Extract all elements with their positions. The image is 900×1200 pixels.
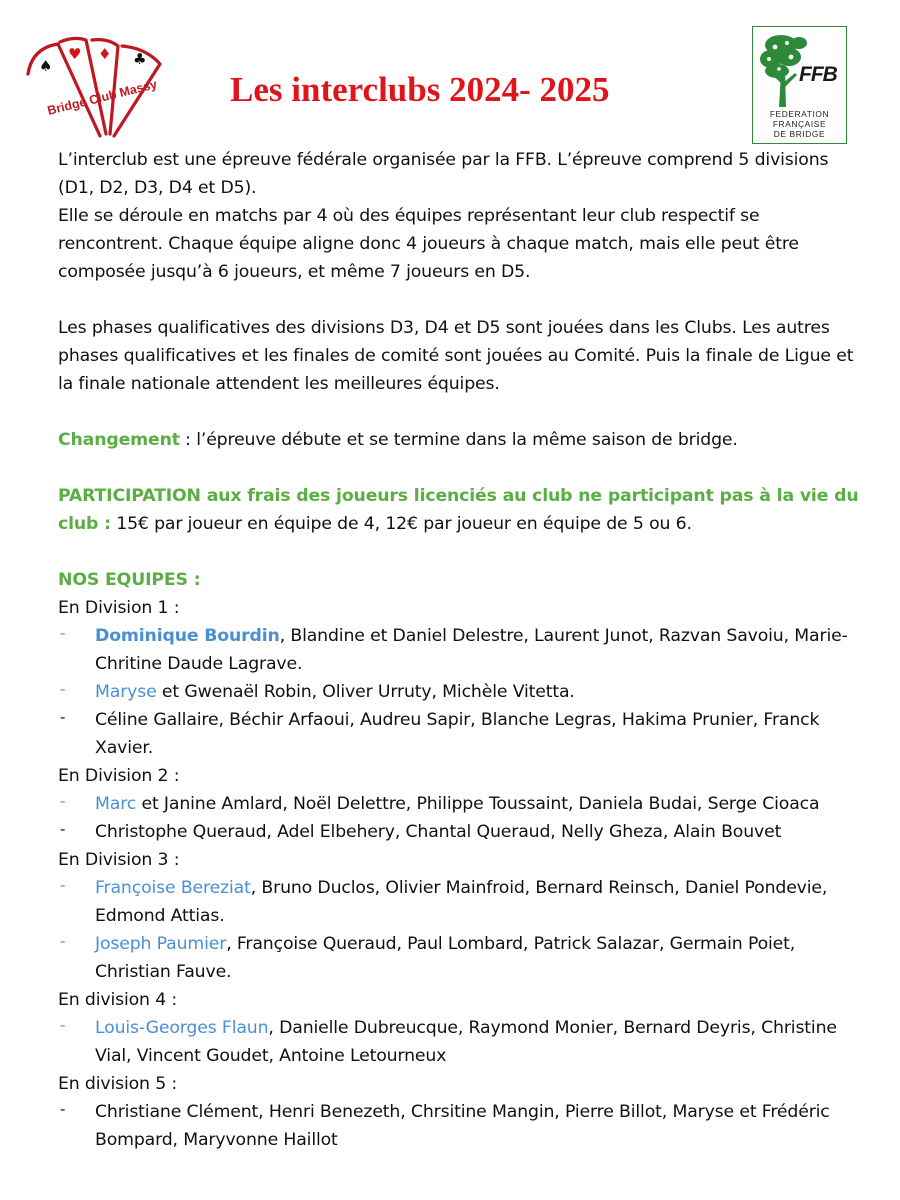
- team-item: [58, 706, 868, 762]
- team-members: Céline Gallaire, Béchir Arfaoui, Audreu Sapir, Blanche Legras, Hakima Prunier, Franck Xavier.: [95, 710, 820, 758]
- svg-text:♥: ♥: [68, 45, 82, 63]
- ffb-logo: [752, 26, 847, 144]
- page-title: Les interclubs 2024- 2025: [230, 70, 610, 109]
- team-members: , Blandine et Daniel Delestre, Laurent Junot, Razvan Savoiu, Marie-Chritine Daude Lagrave.: [95, 626, 848, 674]
- team-members: et Gwenaël Robin, Oliver Urruty, Michèle Vitetta.: [156, 682, 575, 702]
- team-captain: Françoise Bereziat: [95, 878, 251, 898]
- ffb-line-3: DE BRIDGE: [773, 129, 826, 139]
- divisions-list: [58, 594, 868, 1154]
- team-list: [58, 790, 868, 846]
- division-title: En Division 1 :: [58, 598, 180, 618]
- division-title: En Division 3 :: [58, 850, 180, 870]
- division-title: En Division 2 :: [58, 766, 180, 786]
- team-members: et Janine Amlard, Noël Delettre, Philippe Toussaint, Daniela Budai, Serge Cioaca: [136, 794, 820, 814]
- team-captain: Maryse: [95, 682, 157, 702]
- intro-paragraph-1: [58, 146, 868, 286]
- team-captain: Dominique Bourdin: [95, 626, 280, 646]
- svg-text:♦: ♦: [98, 45, 112, 63]
- ffb-letters: FFB: [799, 63, 837, 86]
- division-title: En division 4 :: [58, 990, 178, 1010]
- team-list: [58, 1098, 868, 1154]
- changement-text: : l’épreuve débute et se termine dans la même saison de bridge.: [179, 430, 738, 450]
- team-item: [58, 790, 868, 818]
- division-title: En division 5 :: [58, 1074, 178, 1094]
- team-captain: Joseph Paumier: [95, 934, 227, 954]
- intro-paragraph-2: Les phases qualificatives des divisions D3, D4 et D5 sont jouées dans les Clubs. Les autres phases qualificatives et les finales de comité sont jouées au Comité. Puis la finale de Ligue et la finale nationale attendent les meilleures équipes.: [58, 318, 854, 394]
- team-item: [58, 818, 868, 846]
- document-body: [58, 146, 868, 1154]
- ffb-line-1: FEDERATION: [769, 109, 830, 119]
- team-members: Christiane Clément, Henri Benezeth, Chrsitine Mangin, Pierre Billot, Maryse et Frédéric Bompard, Maryvonne Haillot: [95, 1102, 830, 1150]
- ffb-line-2: FRANÇAISE: [772, 119, 827, 129]
- team-item: [58, 622, 868, 678]
- changement-paragraph: [58, 426, 868, 454]
- svg-text:♣: ♣: [133, 50, 147, 68]
- team-captain: Marc: [95, 794, 137, 814]
- team-members: Christophe Queraud, Adel Elbehery, Chantal Queraud, Nelly Gheza, Alain Bouvet: [95, 822, 782, 842]
- equipes-title: NOS EQUIPES :: [58, 570, 201, 590]
- club-logo-text: Bridge Club Massy: [45, 77, 159, 118]
- team-captain: Louis-Georges Flaun: [95, 1018, 269, 1038]
- intro-line-1: L’interclub est une épreuve fédérale organisée par la FFB. L’épreuve comprend 5 divisions (D1, D2, D3, D4 et D5).: [58, 150, 829, 198]
- ffb-federation-text: [753, 109, 846, 139]
- changement-label: Changement: [58, 430, 180, 450]
- team-item: [58, 874, 868, 930]
- team-members: , Danielle Dubreucque, Raymond Monier, Bernard Deyris, Christine Vial, Vincent Goudet, Antoine Letourneux: [95, 1018, 837, 1066]
- team-list: [58, 622, 868, 762]
- svg-text:♠: ♠: [39, 57, 53, 75]
- intro-line-2: Elle se déroule en matchs par 4 où des équipes représentant leur club respectif se rencontrent. Chaque équipe aligne donc 4 joueurs à chaque match, mais elle peut être composée jusqu’à 6 joueurs, et même 7 joueurs en D5.: [58, 206, 799, 282]
- participation-text: 15€ par joueur en équipe de 4, 12€ par joueur en équipe de 5 ou 6.: [110, 514, 692, 534]
- team-item: [58, 930, 868, 986]
- participation-label: PARTICIPATION aux frais des joueurs licenciés au club ne participant pas à la vie du club :: [58, 486, 859, 534]
- team-item: [58, 678, 868, 706]
- team-members: , Bruno Duclos, Olivier Mainfroid, Bernard Reinsch, Daniel Pondevie, Edmond Attias.: [95, 878, 828, 926]
- bridge-club-massy-logo: [22, 34, 172, 146]
- team-item: [58, 1098, 868, 1154]
- team-list: [58, 874, 868, 986]
- participation-paragraph: [58, 482, 868, 538]
- team-item: [58, 1014, 868, 1070]
- team-members: , Françoise Queraud, Paul Lombard, Patrick Salazar, Germain Poiet, Christian Fauve.: [95, 934, 796, 982]
- team-list: [58, 1014, 868, 1070]
